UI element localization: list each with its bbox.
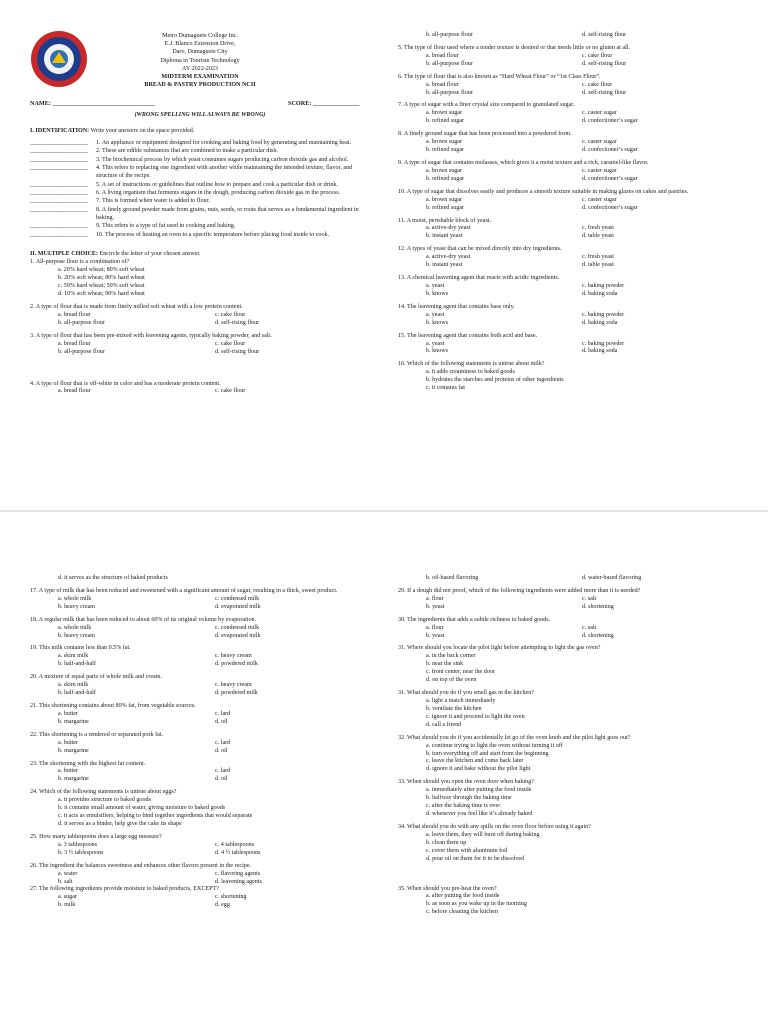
question: 11. A moist, perishable block of yeast. xyxy=(398,217,492,224)
option[interactable]: d. egg xyxy=(215,902,230,909)
exam-title: MIDTERM EXAMINATION xyxy=(161,74,239,81)
options xyxy=(30,894,372,910)
question: 24. Which of the following statements is untrue about eggs? xyxy=(30,789,177,796)
question: 13. A chemical leavening agent that reacts with acidic ingredients. xyxy=(398,275,560,282)
option[interactable]: c. lard xyxy=(215,710,231,717)
options xyxy=(398,139,738,155)
option[interactable]: b. refined sugar xyxy=(426,147,465,154)
id-item[interactable]: ___________________ 3. The biochemical process by which yeast consumes sugars producing carbon dioxide gas and alcohol. xyxy=(30,156,349,163)
option[interactable]: d. baking soda xyxy=(582,290,618,297)
option[interactable]: a. it adds creaminess to baked goods xyxy=(426,369,515,376)
options xyxy=(398,283,738,299)
question: 27. The following ingredients provide moisture to baked products, EXCEPT? xyxy=(30,886,219,893)
option[interactable]: d. oil xyxy=(215,718,228,725)
question: 5. The type of flour used where a tender texture is desired or that needs little or no gluten at all. xyxy=(398,44,631,51)
options xyxy=(398,110,738,126)
option[interactable]: a. skim milk xyxy=(58,682,89,689)
options xyxy=(398,832,738,864)
option[interactable]: b. refined sugar xyxy=(426,118,465,125)
options xyxy=(30,797,372,829)
option[interactable]: c. baking powder xyxy=(582,282,625,289)
options xyxy=(398,53,738,69)
option[interactable]: b. heavy cream xyxy=(58,603,96,610)
option[interactable]: b. knows xyxy=(426,290,449,297)
option[interactable]: a. sugar xyxy=(58,894,77,901)
options xyxy=(398,197,738,213)
option[interactable]: c. 50% hard wheat; 50% soft wheat xyxy=(58,283,145,290)
option[interactable]: b. 20% soft wheat; 80% hard wheat xyxy=(58,275,145,282)
options xyxy=(30,711,372,727)
question: 1. All-purpose flour is a combination of? xyxy=(30,259,130,266)
option[interactable]: c. cake flour xyxy=(582,81,613,88)
option[interactable]: d. self-rising flour xyxy=(215,319,260,326)
question: 12. A types of yeast that can be mixed directly into dry ingredients. xyxy=(398,246,562,253)
options xyxy=(398,596,738,612)
option[interactable]: d. self-rising flour xyxy=(215,348,260,355)
options xyxy=(30,842,372,858)
question: 15. The leavening agent that contains both acid and base. xyxy=(398,332,538,339)
name-score-row xyxy=(30,100,370,108)
school-name: Metro Dumaguete College Inc. xyxy=(162,33,238,39)
option[interactable]: c. it acts as emulsifiers, helping to bind together ingredients that would separate xyxy=(58,813,253,820)
options xyxy=(30,267,372,299)
option[interactable]: d. self-rising flour xyxy=(582,60,627,67)
id-item[interactable]: ___________________ 4. This refers to replacing one ingredient with another while maintaining the intended texture, flavor, and structure of the recipe. xyxy=(30,165,353,180)
question: 22. This shortening is a rendered or separated pork fat. xyxy=(30,731,164,738)
option[interactable]: a. yeast xyxy=(426,340,445,347)
right-column-page-1 xyxy=(398,32,738,393)
option[interactable]: d. pour oil on them for it to be dissolved xyxy=(426,855,525,862)
option[interactable]: d. on top of the oven xyxy=(426,677,477,684)
option[interactable]: b. yeast xyxy=(426,603,445,610)
option[interactable]: a. leave them, they will burn off during baking xyxy=(426,831,540,838)
option[interactable]: a. bread flour xyxy=(58,388,91,395)
exam-page-2 xyxy=(0,512,768,1024)
option[interactable]: b. near the sink xyxy=(426,661,464,668)
option[interactable]: d. evaporated milk xyxy=(215,603,261,610)
option[interactable]: c. cover them with aluminum foil xyxy=(426,847,508,854)
option[interactable]: a. bread flour xyxy=(426,52,459,59)
option[interactable]: a. whole milk xyxy=(58,595,92,602)
school-address-2: Daro, Dumaguete City xyxy=(172,49,228,56)
option[interactable]: c. front center, near the door xyxy=(426,669,495,676)
id-item[interactable]: ___________________ 9. This refers to a type of fat used in cooking and baking. xyxy=(30,223,236,230)
name-field[interactable]: NAME: _________________________________ xyxy=(30,100,155,107)
option[interactable]: b. it contains small amount of water, giving moisture to baked goods xyxy=(58,805,226,812)
option[interactable]: a. in the back corner xyxy=(426,653,476,660)
option[interactable]: a. brown sugar xyxy=(426,110,463,117)
option[interactable]: c. flavoring agents xyxy=(215,870,261,877)
school-address-1: E.J. Blanco Extension Drive, xyxy=(164,41,236,48)
options xyxy=(30,388,372,396)
question: 31. What should you do if you smell gas in the kitchen? xyxy=(398,690,534,697)
option[interactable]: c. condensed milk xyxy=(215,595,260,602)
school-header xyxy=(110,32,290,90)
option[interactable]: d. confectioner’s sugar xyxy=(582,118,638,125)
options xyxy=(398,312,738,328)
option[interactable]: c. condensed milk xyxy=(215,624,260,631)
option[interactable]: c. after the baking time is over xyxy=(426,803,501,810)
option[interactable]: b. margarine xyxy=(58,718,89,725)
id-item[interactable]: ___________________ 7. This is formed when water is added to flour. xyxy=(30,198,210,205)
option[interactable]: c. caster sugar xyxy=(582,139,617,146)
option[interactable]: b. yeast xyxy=(426,632,445,639)
option[interactable]: a. butter xyxy=(58,710,78,717)
option[interactable]: d. oil xyxy=(215,747,228,754)
option[interactable]: a. flour xyxy=(426,624,444,631)
option[interactable]: b. oil-based flavoring xyxy=(426,575,479,581)
options xyxy=(398,82,738,98)
question: 25. How many tablespoons does a large egg measure? xyxy=(30,833,162,840)
option[interactable]: d. confectioner’s sugar xyxy=(582,204,638,211)
option[interactable]: d. oil xyxy=(215,776,228,783)
academic-year: AY 2022-2023 xyxy=(182,65,218,72)
option[interactable]: b. instant yeast xyxy=(426,262,463,269)
id-item[interactable]: ___________________ 8. A finely ground powder made from grains, nuts, seeds, or roots that serves as a fundamental ingredient in baking. xyxy=(30,206,359,221)
option[interactable]: c. cake flour xyxy=(215,311,246,318)
option[interactable]: c. before cleaning the kitchen xyxy=(426,909,498,916)
options xyxy=(30,625,372,641)
option[interactable]: c. baking powder xyxy=(582,311,625,318)
option[interactable]: b. clean them up xyxy=(426,839,467,846)
option[interactable]: c. cake flour xyxy=(582,52,613,59)
option[interactable]: c. caster sugar xyxy=(582,196,617,203)
options xyxy=(398,254,738,270)
option[interactable]: a. active-dry yeast xyxy=(426,225,471,232)
option[interactable]: b. margarine xyxy=(58,776,89,783)
option[interactable]: a. whole milk xyxy=(58,624,92,631)
option[interactable]: c. ignore it and proceed to light the oven xyxy=(426,713,525,720)
option[interactable]: a. flour xyxy=(426,595,444,602)
option[interactable]: c. lard xyxy=(215,739,231,746)
question: 18. A regular milk that has been reduced to about 60% of its original volume by evaporation. xyxy=(30,616,257,623)
option[interactable]: c. fresh yeast xyxy=(582,254,614,261)
option[interactable]: b. halfway through the baking time xyxy=(426,795,512,802)
left-column-page-1 xyxy=(30,128,372,396)
option[interactable]: b. all-purpose flour xyxy=(426,89,473,96)
question: 14. The leavening agent that contains base only. xyxy=(398,303,515,310)
option[interactable]: c. heavy cream xyxy=(215,653,252,660)
option[interactable]: d. table yeast xyxy=(582,262,614,269)
option[interactable]: c. cake flour xyxy=(215,388,246,395)
option[interactable]: c. cake flour xyxy=(215,340,246,347)
option[interactable]: b. margarine xyxy=(58,747,89,754)
option[interactable]: b. heavy cream xyxy=(58,632,96,639)
multiple-choice-heading: II. MULTIPLE CHOICE: Encircle the letter of your chosen answer. xyxy=(30,251,201,258)
identification-heading: I. IDENTIFICATION: Write your answers on the space provided. xyxy=(30,128,195,134)
option[interactable]: d. powdered milk xyxy=(215,661,258,668)
question: 7. A type of sugar with a finer crystal size compared to granulated sugar. xyxy=(398,102,575,109)
option[interactable]: d. whenever you feel like it’s already baked xyxy=(426,810,533,817)
option[interactable]: a. bread flour xyxy=(58,340,91,347)
option[interactable]: b. all-purpose flour xyxy=(58,319,105,326)
question: 35. When should you pre-heat the oven? xyxy=(398,885,497,892)
option[interactable]: b. ventilate the kitchen xyxy=(426,705,482,712)
option[interactable]: a. 20% hard wheat; 80% soft wheat xyxy=(58,267,145,274)
id-item[interactable]: ___________________ 10. The process of heating an oven to a specific temperature before placing food inside to cook. xyxy=(30,231,330,238)
option[interactable]: a. bread flour xyxy=(426,81,459,88)
option[interactable]: a. it provides structure to baked goods xyxy=(58,797,151,804)
program-name: Diploma in Tourism Technology xyxy=(160,57,240,64)
options xyxy=(30,871,372,887)
option[interactable]: c. baking powder xyxy=(582,340,625,347)
question: 20. A mixture of equal parts of whole milk and cream. xyxy=(30,674,162,681)
options xyxy=(398,575,738,583)
subject-title: BREAD & PASTRY PRODUCTION NCII xyxy=(144,82,256,89)
id-item[interactable]: ___________________ 1. An appliance or equipment designed for cooking and baking food by generating and maintaining heat. xyxy=(30,139,352,146)
question: 6. The type of flour that is also known as “Hard Wheat Flour” or “1st Class Flour”. xyxy=(398,73,601,80)
options xyxy=(398,787,738,819)
option[interactable]: d. self-rising flour xyxy=(582,89,627,96)
option[interactable]: a. butter xyxy=(58,768,78,775)
option[interactable]: a. yeast xyxy=(426,282,445,289)
options xyxy=(30,596,372,612)
spelling-notice: (WRONG SPELLING WILL ALWAYS BE WRONG) xyxy=(134,112,266,118)
option[interactable]: c. caster sugar xyxy=(582,110,617,117)
options xyxy=(398,698,738,730)
option[interactable]: a. immediately after putting the food inside xyxy=(426,787,532,794)
question: 33. When should you open the oven door when baking? xyxy=(398,779,534,786)
option[interactable]: c. salt xyxy=(582,595,597,602)
option[interactable]: c. salt xyxy=(582,624,597,631)
option[interactable]: d. confectioner’s sugar xyxy=(582,175,638,182)
option[interactable]: c. fresh yeast xyxy=(582,225,614,232)
option[interactable]: a. yeast xyxy=(426,311,445,318)
option[interactable]: b. 3 ½ tablespoons xyxy=(58,849,104,856)
option[interactable]: b. as soon as you wake up in the morning xyxy=(426,901,527,908)
question: 32. What should you do if you accidentally let go of the oven knob and the pilot light goes out? xyxy=(398,734,631,741)
question: 10. A type of sugar that dissolves easily and produces a smooth texture suitable in making glazes on cakes and pastries. xyxy=(398,188,689,195)
question: 16. Which of the following statements is untrue about milk? xyxy=(398,361,545,368)
option[interactable]: b. all-purpose flour xyxy=(58,348,105,355)
question: 8. A finely ground sugar that has been processed into a powdered form. xyxy=(398,131,572,138)
question: 30. The ingredients that adds a subtle richness to baked goods. xyxy=(398,616,551,623)
option[interactable]: a. brown sugar xyxy=(426,139,463,146)
option[interactable]: c. lard xyxy=(215,768,231,775)
option[interactable]: c. shortening xyxy=(215,894,247,901)
option[interactable]: a. water xyxy=(58,870,78,877)
option[interactable]: b. refined sugar xyxy=(426,204,465,211)
question: 23. The shortening with the highest fat content. xyxy=(30,760,146,767)
question: 3. A type of flour that has been pre-mixed with leavening agents, typically baking powder, and salt. xyxy=(30,332,272,339)
id-item[interactable]: ___________________ 2. These are edible substances that are combined to make a particular dish. xyxy=(30,148,278,155)
option[interactable]: a. light a match immediately xyxy=(426,697,496,704)
id-item[interactable]: ___________________ 6. A living organism that ferments sugars in the dough, producing carbon dioxide gas in the process. xyxy=(30,189,341,196)
school-seal-logo xyxy=(30,30,88,88)
option[interactable]: d. baking soda xyxy=(582,348,618,355)
options xyxy=(30,740,372,756)
question: 31. Where should you locate the pilot light before attempting to light the gas oven? xyxy=(398,645,601,652)
option[interactable]: a. skim milk xyxy=(58,653,89,660)
option[interactable]: a. brown sugar xyxy=(426,167,463,174)
option[interactable]: a. after putting the food inside xyxy=(426,893,500,900)
option[interactable]: b. refined sugar xyxy=(426,175,465,182)
option[interactable]: d. confectioner’s sugar xyxy=(582,147,638,154)
options xyxy=(30,682,372,698)
option[interactable]: a. brown sugar xyxy=(426,196,463,203)
option[interactable]: d. baking soda xyxy=(582,319,618,326)
options xyxy=(398,225,738,241)
identification-list xyxy=(30,140,372,240)
options xyxy=(30,312,372,328)
option[interactable]: d. table yeast xyxy=(582,233,614,240)
options xyxy=(398,893,738,917)
question: 29. If a dough did not proof, which of the following ingredients were added more than it is needed? xyxy=(398,587,641,594)
question: 34. What should you do with any spills on the oven floor before using it again? xyxy=(398,823,591,830)
option[interactable]: d. water-based flavoring xyxy=(582,575,642,581)
options xyxy=(398,743,738,775)
option[interactable]: d. shortening xyxy=(582,632,614,639)
option[interactable]: b. all-purpose flour xyxy=(426,60,473,67)
option[interactable]: b. hydrates the starches and proteins of other ingredients xyxy=(426,377,564,384)
option[interactable]: b. milk xyxy=(58,902,76,909)
option[interactable]: a. bread flour xyxy=(58,311,91,318)
left-column-page-2 xyxy=(30,575,372,910)
score-field[interactable]: SCORE: _______________ xyxy=(288,100,360,107)
option[interactable]: d. 4 ½ tablespoons xyxy=(215,849,261,856)
options xyxy=(30,341,372,357)
options xyxy=(398,625,738,641)
question: 2. A type of flour that is made from finely milled soft wheat with a low protein content. xyxy=(30,304,243,311)
option[interactable]: b. salt xyxy=(58,878,73,885)
question: 9. A type of sugar that contains molasses, which gives it a moist texture and a rich, caramel-like flavor. xyxy=(398,159,649,166)
options xyxy=(398,369,738,393)
option[interactable]: d. powdered milk xyxy=(215,690,258,697)
option[interactable]: b. all-purpose flour xyxy=(426,32,473,38)
options xyxy=(398,653,738,685)
question: 17. A type of milk that has been reduced and sweetened with a significant amount of sugar, resulting in a thick, sweet product. xyxy=(30,587,338,594)
option[interactable]: b. half-and-half xyxy=(58,661,96,668)
options xyxy=(398,341,738,357)
options xyxy=(30,653,372,669)
option[interactable]: d. ignore it and bake without the pilot light xyxy=(426,766,531,773)
option[interactable]: c. leave the kitchen and come back later xyxy=(426,758,524,765)
option[interactable]: a. continue trying to light the oven without turning it off xyxy=(426,742,563,749)
option[interactable]: d. evaporated milk xyxy=(215,632,261,639)
option[interactable]: b. half-and-half xyxy=(58,690,96,697)
option[interactable]: d. self-rising flour xyxy=(582,32,627,38)
option[interactable]: d. shortening xyxy=(582,603,614,610)
options xyxy=(30,768,372,784)
id-item[interactable]: ___________________ 5. A set of instructions or guidelines that outline how to prepare and cook a particular dish or drink. xyxy=(30,181,339,188)
option[interactable]: c. heavy cream xyxy=(215,682,252,689)
question: 19. This milk contains less than 0.5% fat. xyxy=(30,645,131,652)
option[interactable]: b. knows xyxy=(426,319,449,326)
option[interactable]: a. 3 tablespoons xyxy=(58,841,98,848)
option[interactable]: c. 4 tablespoons xyxy=(215,841,255,848)
right-column-page-2 xyxy=(398,575,738,917)
option[interactable]: b. knows xyxy=(426,348,449,355)
question: 4. A type of flour that is off-white in color and has a moderate protein content. xyxy=(30,380,221,387)
option[interactable]: b. turn everything off and start from the beginning xyxy=(426,750,549,757)
option[interactable]: a. butter xyxy=(58,739,78,746)
question: 26. The ingredient the balances sweetness and enhances other flavors present in the recipe. xyxy=(30,862,252,869)
option[interactable]: d. call a friend xyxy=(426,721,462,728)
option[interactable]: b. instant yeast xyxy=(426,233,463,240)
option[interactable]: d. it serves as the structure of baked products xyxy=(58,575,168,581)
options xyxy=(398,168,738,184)
option[interactable]: d. leavening agents xyxy=(215,878,262,885)
option[interactable]: d. it serves as a binder, help give the cake its shape xyxy=(58,820,182,827)
options xyxy=(398,32,738,40)
question: 21. This shortening contains about 80% fat, from vegetable sources. xyxy=(30,702,196,709)
option[interactable]: d. 10% soft wheat; 90% hard wheat xyxy=(58,291,145,298)
option[interactable]: a. active-dry yeast xyxy=(426,254,471,261)
option[interactable]: c. caster sugar xyxy=(582,167,617,174)
option[interactable]: c. it contains fat xyxy=(426,385,465,392)
